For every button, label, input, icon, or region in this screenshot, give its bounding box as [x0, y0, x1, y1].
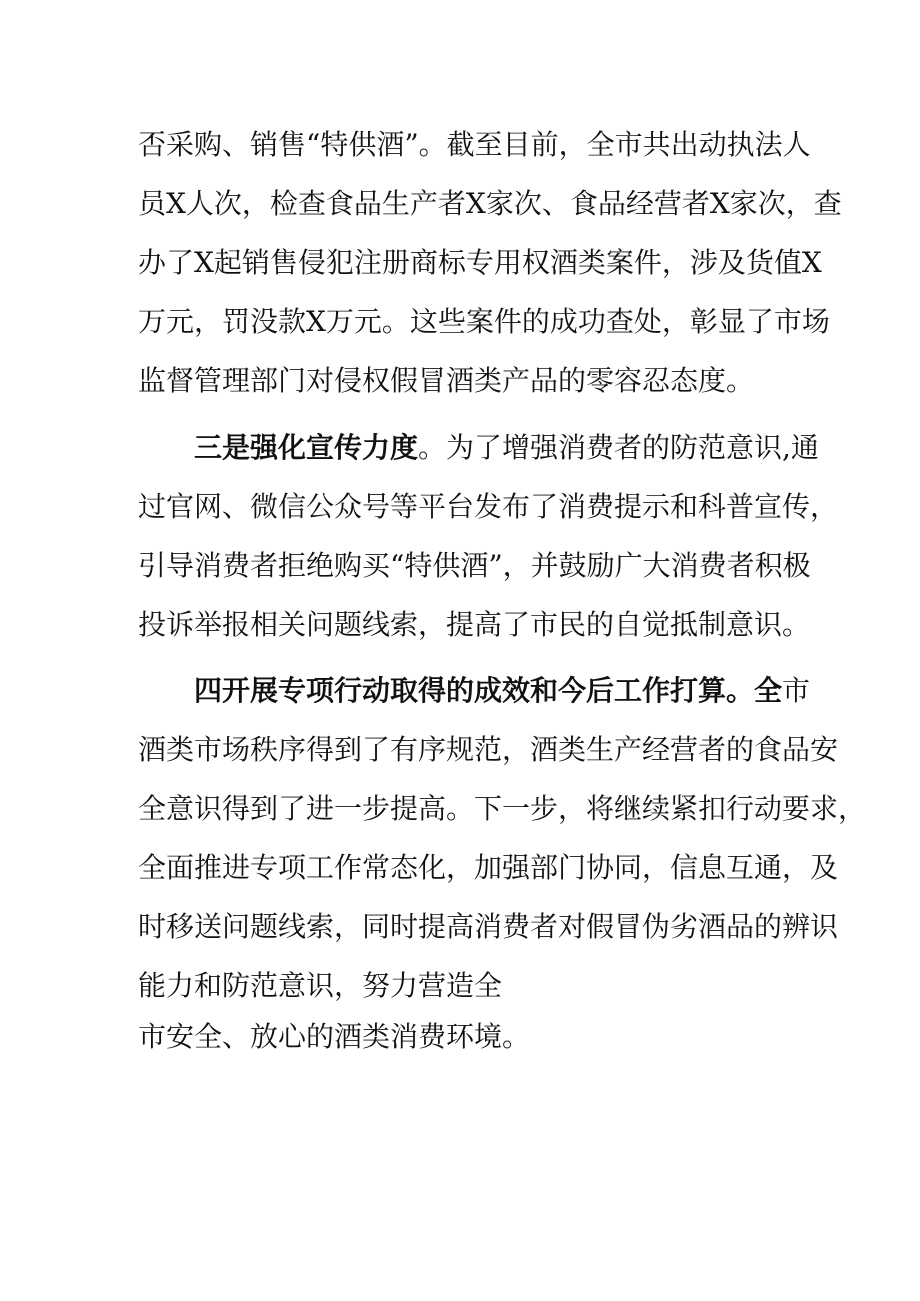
paragraph1-line-3: 办了X起销售侵犯注册商标专用权酒类案件，涉及货值X	[138, 246, 822, 279]
paragraph2-line-4: 投诉举报相关问题线索，提高了市民的自觉抵制意识。	[138, 608, 811, 641]
paragraph1-line-2: 员X人次，检查食品生产者X家次、食品经营者X家次，查	[138, 187, 842, 220]
paragraph1-line-4: 万元，罚没款X万元。这些案件的成功查处，彰显了市场	[138, 305, 830, 338]
paragraph3-line-7: 市安全、放心的酒类消费环境。	[138, 1020, 531, 1053]
paragraph2-line-1	[194, 428, 819, 468]
paragraph2-line-1-rest: 。为了增强消费者的防范意识,通	[418, 431, 819, 464]
paragraph2-line-2: 过官网、微信公众号等平台发布了消费提示和科普宣传，	[138, 490, 839, 523]
paragraph1-line-5: 监督管理部门对侵权假冒酒类产品的零容忍态度。	[138, 364, 755, 397]
paragraph2-line-3: 引导消费者拒绝购买“特供酒”，并鼓励广大消费者积极	[138, 549, 811, 582]
paragraph3-line-1-rest: 市	[782, 674, 811, 707]
paragraph3-line-2: 酒类市场秩序得到了有序规范，酒类生产经营者的食品安	[138, 733, 839, 766]
paragraph3-line-5: 时移送问题线索，同时提高消费者对假冒伪劣酒品的辨识	[138, 910, 839, 943]
paragraph2-heading: 三是强化宣传力度	[194, 431, 419, 464]
paragraph3-line-6: 能力和防范意识，努力营造全	[138, 969, 503, 1002]
paragraph3-heading: 四开展专项行动取得的成效和今后工作打算。全	[194, 674, 783, 707]
paragraph1-line-1: 否采购、销售“特供酒”。截至目前，全市共出动执法人	[138, 128, 811, 161]
paragraph3-line-1	[194, 671, 811, 711]
paragraph3-line-4: 全面推进专项工作常态化，加强部门协同，信息互通，及	[138, 851, 839, 884]
paragraph3-line-3: 全意识得到了进一步提高。下一步，将继续紧扣行动要求，	[138, 792, 867, 825]
